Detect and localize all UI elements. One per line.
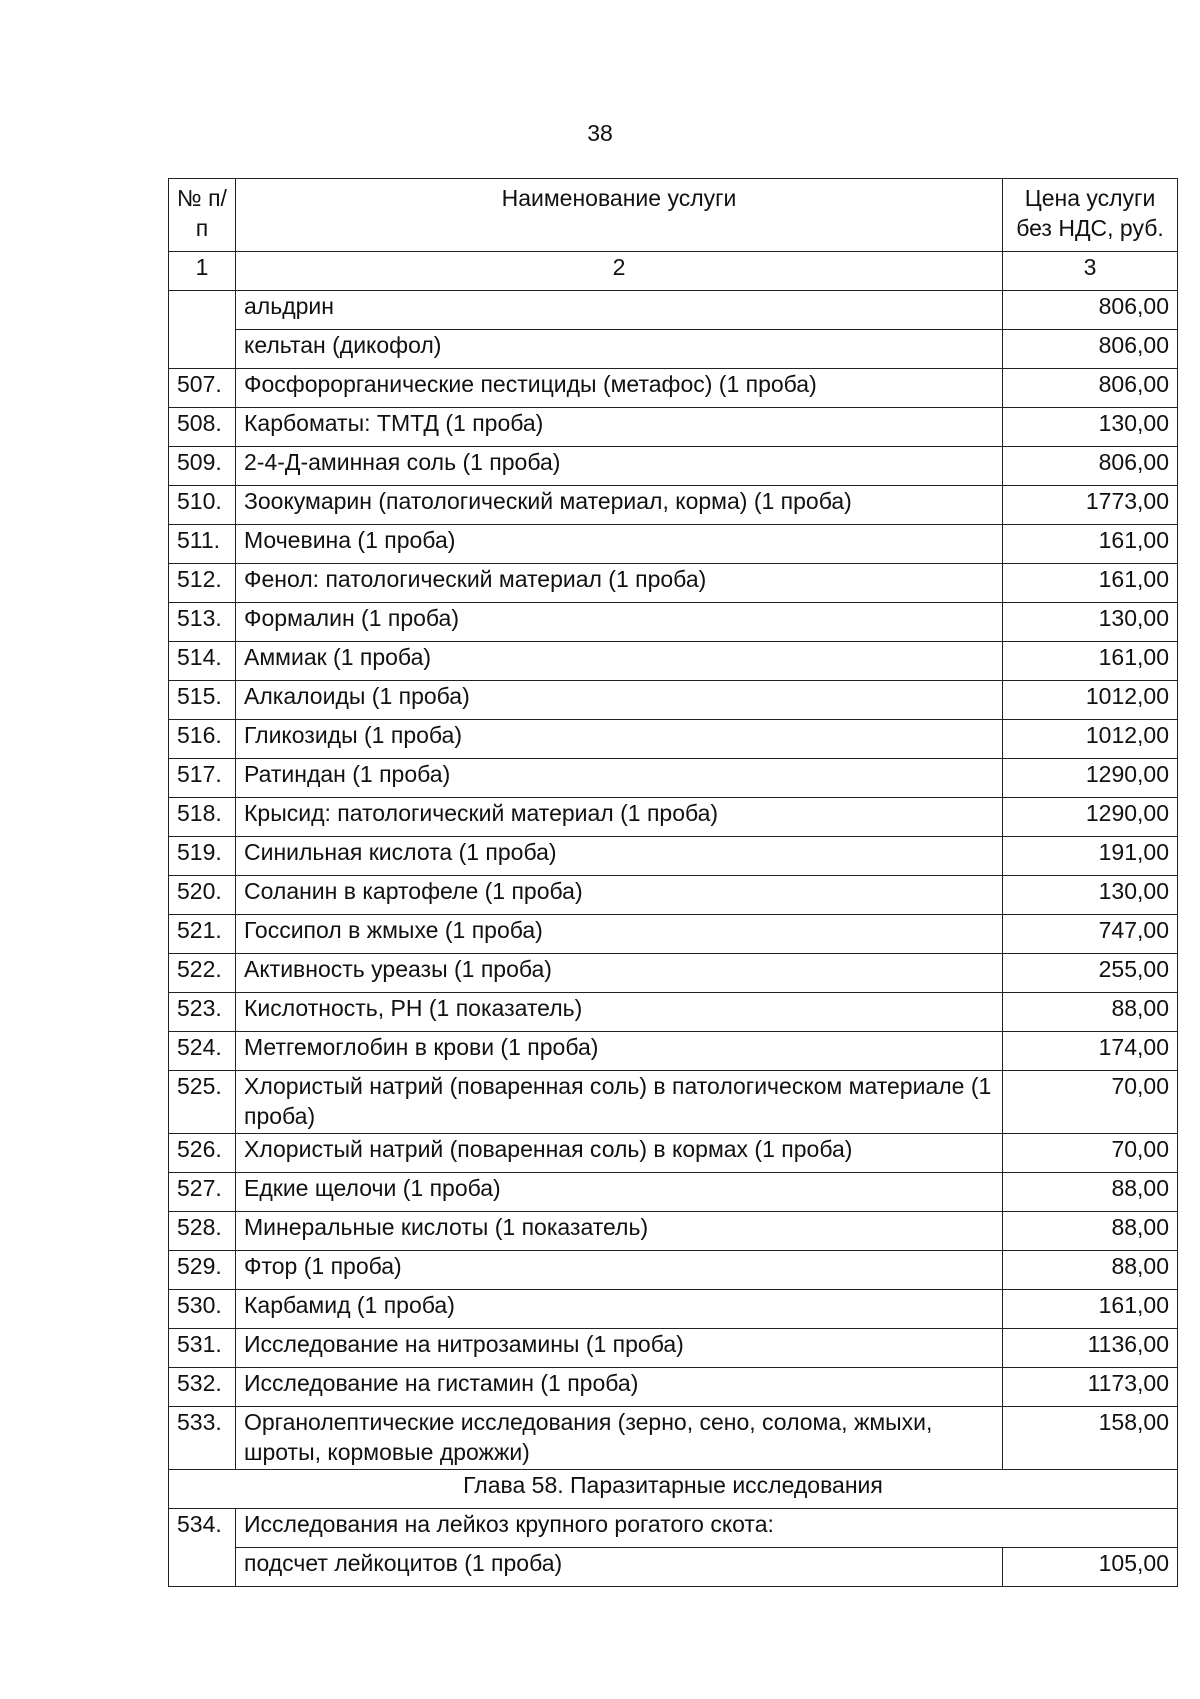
service-price: 1136,00 [1003, 1329, 1178, 1368]
service-name: Соланин в картофеле (1 проба) [236, 876, 1003, 915]
table-row [169, 1368, 1178, 1407]
row-number: 518. [169, 798, 236, 837]
service-name: альдрин [236, 291, 1003, 330]
service-price: 161,00 [1003, 525, 1178, 564]
table-row [169, 408, 1178, 447]
service-price: 88,00 [1003, 1212, 1178, 1251]
table-row [169, 993, 1178, 1032]
row-number: 523. [169, 993, 236, 1032]
header-num: № п/п [169, 179, 236, 252]
row-number: 513. [169, 603, 236, 642]
row-number: 530. [169, 1290, 236, 1329]
service-price: 806,00 [1003, 447, 1178, 486]
table-row [169, 1032, 1178, 1071]
service-name: Метгемоглобин в крови (1 проба) [236, 1032, 1003, 1071]
table-row [169, 837, 1178, 876]
table-row [169, 564, 1178, 603]
table-row [169, 330, 1178, 369]
row-number: 527. [169, 1173, 236, 1212]
table-row [169, 525, 1178, 564]
chapter-title: Глава 58. Паразитарные исследования [169, 1470, 1178, 1509]
price-table [168, 178, 1178, 1587]
table-row [169, 1548, 1178, 1587]
row-number: 511. [169, 525, 236, 564]
service-name: Хлористый натрий (поваренная соль) в кормах (1 проба) [236, 1134, 1003, 1173]
service-name: кельтан (дикофол) [236, 330, 1003, 369]
column-index-row [169, 252, 1178, 291]
service-price: 806,00 [1003, 369, 1178, 408]
service-name: Мочевина (1 проба) [236, 525, 1003, 564]
table-row [169, 759, 1178, 798]
row-number: 516. [169, 720, 236, 759]
table-row [169, 876, 1178, 915]
row-number: 526. [169, 1134, 236, 1173]
col-index-2: 2 [236, 252, 1003, 291]
row-number: 508. [169, 408, 236, 447]
service-price: 70,00 [1003, 1134, 1178, 1173]
service-name: Кислотность, РН (1 показатель) [236, 993, 1003, 1032]
service-name: Минеральные кислоты (1 показатель) [236, 1212, 1003, 1251]
service-name: Крысид: патологический материал (1 проба) [236, 798, 1003, 837]
service-price: 158,00 [1003, 1407, 1178, 1470]
service-price: 161,00 [1003, 642, 1178, 681]
table-row [169, 1407, 1178, 1470]
row-number: 529. [169, 1251, 236, 1290]
table-row [169, 954, 1178, 993]
row-number: 531. [169, 1329, 236, 1368]
row-number: 517. [169, 759, 236, 798]
table-row [169, 1509, 1178, 1548]
service-name: Активность уреазы (1 проба) [236, 954, 1003, 993]
col-index-1: 1 [169, 252, 236, 291]
service-name: Формалин (1 проба) [236, 603, 1003, 642]
service-price: 1773,00 [1003, 486, 1178, 525]
row-number: 532. [169, 1368, 236, 1407]
service-name: Исследование на гистамин (1 проба) [236, 1368, 1003, 1407]
service-price: 161,00 [1003, 1290, 1178, 1329]
service-name: Алкалоиды (1 проба) [236, 681, 1003, 720]
service-price: 105,00 [1003, 1548, 1178, 1587]
service-name: Фтор (1 проба) [236, 1251, 1003, 1290]
table-row [169, 1173, 1178, 1212]
chapter-row [169, 1470, 1178, 1509]
service-name: Исследование на нитрозамины (1 проба) [236, 1329, 1003, 1368]
table-row [169, 1071, 1178, 1134]
table-row [169, 369, 1178, 408]
service-name: 2-4-Д-аминная соль (1 проба) [236, 447, 1003, 486]
service-price: 130,00 [1003, 876, 1178, 915]
table-row [169, 1329, 1178, 1368]
service-name: Едкие щелочи (1 проба) [236, 1173, 1003, 1212]
service-price: 1290,00 [1003, 798, 1178, 837]
table-row [169, 915, 1178, 954]
row-number: 521. [169, 915, 236, 954]
table-row [169, 681, 1178, 720]
service-name: Органолептические исследования (зерно, сено, солома, жмыхи, шроты, кормовые дрожжи) [236, 1407, 1003, 1470]
table-row [169, 291, 1178, 330]
row-number: 510. [169, 486, 236, 525]
service-name: Фосфорорганические пестициды (метафос) (1 проба) [236, 369, 1003, 408]
service-price: 130,00 [1003, 603, 1178, 642]
table-row [169, 447, 1178, 486]
col-index-3: 3 [1003, 252, 1178, 291]
service-price: 1012,00 [1003, 681, 1178, 720]
table-row [169, 798, 1178, 837]
service-name: Гликозиды (1 проба) [236, 720, 1003, 759]
row-number: 522. [169, 954, 236, 993]
row-number: 512. [169, 564, 236, 603]
row-number: 507. [169, 369, 236, 408]
table-row [169, 720, 1178, 759]
page-number: 38 [587, 120, 613, 146]
service-name: Фенол: патологический материал (1 проба) [236, 564, 1003, 603]
table-row [169, 1251, 1178, 1290]
service-name: Хлористый натрий (поваренная соль) в патологическом материале (1 проба) [236, 1071, 1003, 1134]
header-price: Цена услуги без НДС, руб. [1003, 179, 1178, 252]
service-price: 88,00 [1003, 1173, 1178, 1212]
service-price: 174,00 [1003, 1032, 1178, 1071]
row-number: 515. [169, 681, 236, 720]
table-row [169, 486, 1178, 525]
table-row [169, 1134, 1178, 1173]
service-price: 88,00 [1003, 1251, 1178, 1290]
row-number: 525. [169, 1071, 236, 1134]
service-price: 255,00 [1003, 954, 1178, 993]
service-price: 1290,00 [1003, 759, 1178, 798]
service-price: 130,00 [1003, 408, 1178, 447]
service-name: подсчет лейкоцитов (1 проба) [236, 1548, 1003, 1587]
row-number [169, 291, 236, 369]
service-name: Карбоматы: ТМТД (1 проба) [236, 408, 1003, 447]
service-name: Карбамид (1 проба) [236, 1290, 1003, 1329]
header-name: Наименование услуги [236, 179, 1003, 252]
row-number: 524. [169, 1032, 236, 1071]
service-name: Зоокумарин (патологический материал, корма) (1 проба) [236, 486, 1003, 525]
row-number: 509. [169, 447, 236, 486]
row-number: 533. [169, 1407, 236, 1470]
row-number: 520. [169, 876, 236, 915]
service-name: Синильная кислота (1 проба) [236, 837, 1003, 876]
table-row [169, 642, 1178, 681]
row-number: 534. [169, 1509, 236, 1587]
service-price: 88,00 [1003, 993, 1178, 1032]
service-price: 747,00 [1003, 915, 1178, 954]
service-price: 161,00 [1003, 564, 1178, 603]
service-name: Исследования на лейкоз крупного рогатого скота: [236, 1509, 1178, 1548]
table-header-row [169, 179, 1178, 252]
row-number: 514. [169, 642, 236, 681]
service-price: 806,00 [1003, 330, 1178, 369]
service-name: Аммиак (1 проба) [236, 642, 1003, 681]
table-row [169, 1212, 1178, 1251]
table-row [169, 1290, 1178, 1329]
row-number: 519. [169, 837, 236, 876]
service-price: 191,00 [1003, 837, 1178, 876]
service-name: Ратиндан (1 проба) [236, 759, 1003, 798]
service-price: 1012,00 [1003, 720, 1178, 759]
service-price: 1173,00 [1003, 1368, 1178, 1407]
table-row [169, 603, 1178, 642]
service-price: 806,00 [1003, 291, 1178, 330]
service-name: Госсипол в жмыхе (1 проба) [236, 915, 1003, 954]
row-number: 528. [169, 1212, 236, 1251]
service-price: 70,00 [1003, 1071, 1178, 1134]
